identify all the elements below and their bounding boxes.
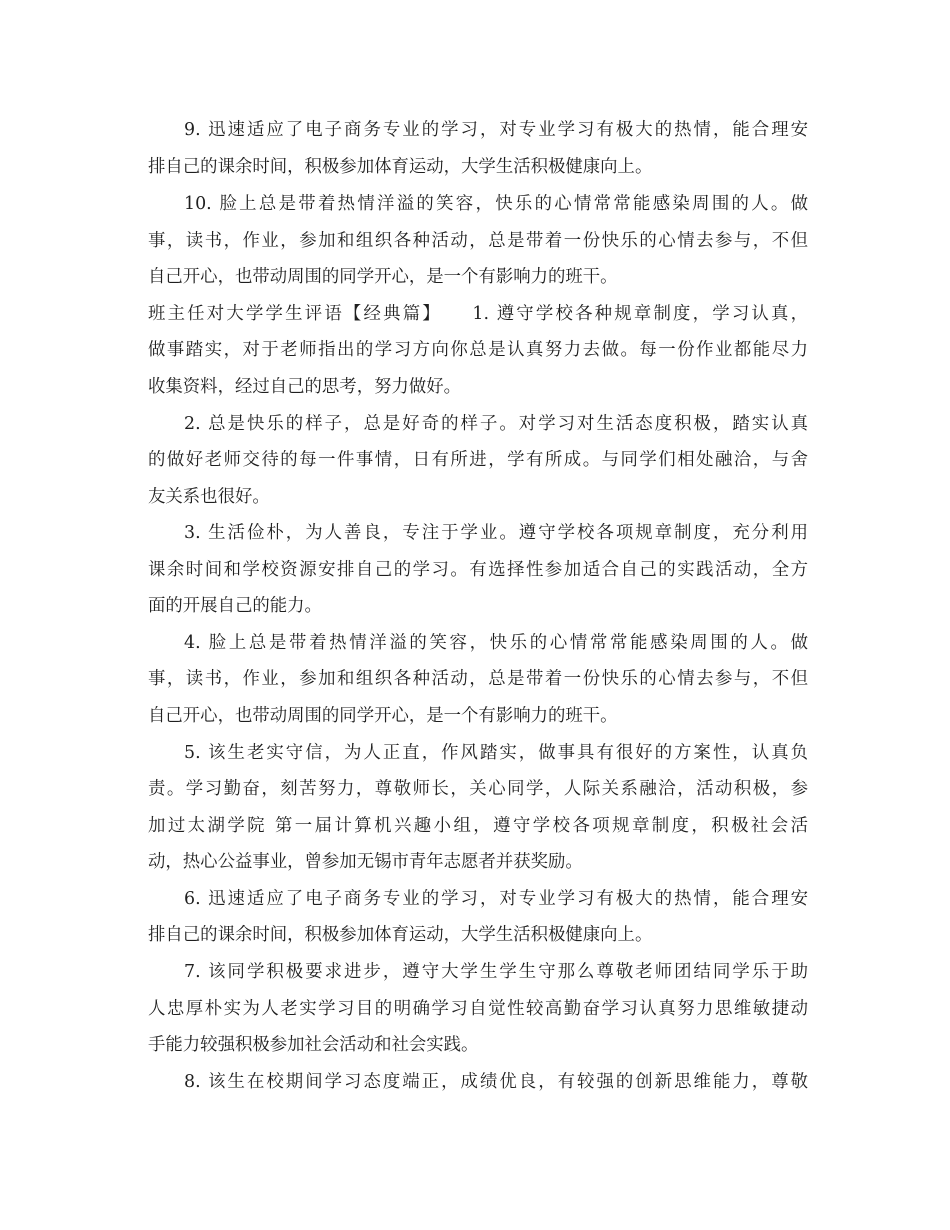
text-line: 面的开展自己的能力。 (148, 596, 322, 616)
text-line: 课余时间和学校资源安排自己的学习。有选择性参加适合自己的实践活动，全方 (148, 560, 808, 580)
text-line: 4. 脸上总是带着热情洋溢的笑容，快乐的心情常常能感染周围的人。做 (184, 633, 808, 653)
text-line: 7. 该同学积极要求进步，遵守大学生学生守那么尊敬老师团结同学乐于助 (184, 962, 808, 982)
text-line: 排自己的课余时间，积极参加体育运动，大学生活积极健康向上。 (148, 925, 653, 945)
text-line: 自己开心，也带动周围的同学开心，是一个有影响力的班干。 (148, 267, 618, 287)
text-line: 的做好老师交待的每一件事情，日有所进，学有所成。与同学们相处融洽，与舍 (148, 450, 808, 470)
text-line: 手能力较强积极参加社会活动和社会实践。 (148, 1035, 479, 1055)
text-line: 排自己的课余时间，积极参加体育运动，大学生活积极健康向上。 (148, 157, 653, 177)
text-line: 加过太湖学院 第一届计算机兴趣小组，遵守学校各项规章制度，积极社会活 (148, 816, 808, 836)
text-line: 8. 该生在校期间学习态度端正，成绩优良，有较强的创新思维能力，尊敬 (184, 1072, 808, 1092)
text-line: 6. 迅速适应了电子商务专业的学习，对专业学习有极大的热情，能合理安 (184, 889, 808, 909)
text-line: 班主任对大学学生评语【经典篇】 1. 遵守学校各种规章制度，学习认真， (148, 304, 808, 324)
text-line: 事，读书，作业，参加和组织各种活动，总是带着一份快乐的心情去参与，不但 (148, 669, 808, 689)
text-line: 自己开心，也带动周围的同学开心，是一个有影响力的班干。 (148, 706, 618, 726)
text-line: 做事踏实，对于老师指出的学习方向你总是认真努力去做。每一份作业都能尽力 (148, 340, 808, 360)
text-line: 3. 生活俭朴，为人善良，专注于学业。遵守学校各项规章制度，充分利用 (184, 523, 808, 543)
text-line: 收集资料，经过自己的思考，努力做好。 (148, 377, 462, 397)
text-line: 事，读书，作业，参加和组织各种活动，总是带着一份快乐的心情去参与，不但 (148, 231, 808, 251)
text-line: 责。学习勤奋，刻苦努力，尊敬师长，关心同学，人际关系融洽，活动积极，参 (148, 779, 808, 799)
text-line: 2. 总是快乐的样子，总是好奇的样子。对学习对生活态度积极，踏实认真 (184, 414, 808, 434)
text-line: 9. 迅速适应了电子商务专业的学习，对专业学习有极大的热情，能合理安 (184, 120, 808, 140)
text-line: 动，热心公益事业，曾参加无锡市青年志愿者并获奖励。 (148, 852, 583, 872)
text-line: 5. 该生老实守信，为人正直，作风踏实，做事具有很好的方案性，认真负 (184, 743, 808, 763)
text-line: 10. 脸上总是带着热情洋溢的笑容，快乐的心情常常能感染周围的人。做 (184, 194, 808, 214)
text-line: 人忠厚朴实为人老实学习目的明确学习自觉性较高勤奋学习认真努力思维敏捷动 (148, 999, 808, 1019)
text-line: 友关系也很好。 (148, 487, 270, 507)
